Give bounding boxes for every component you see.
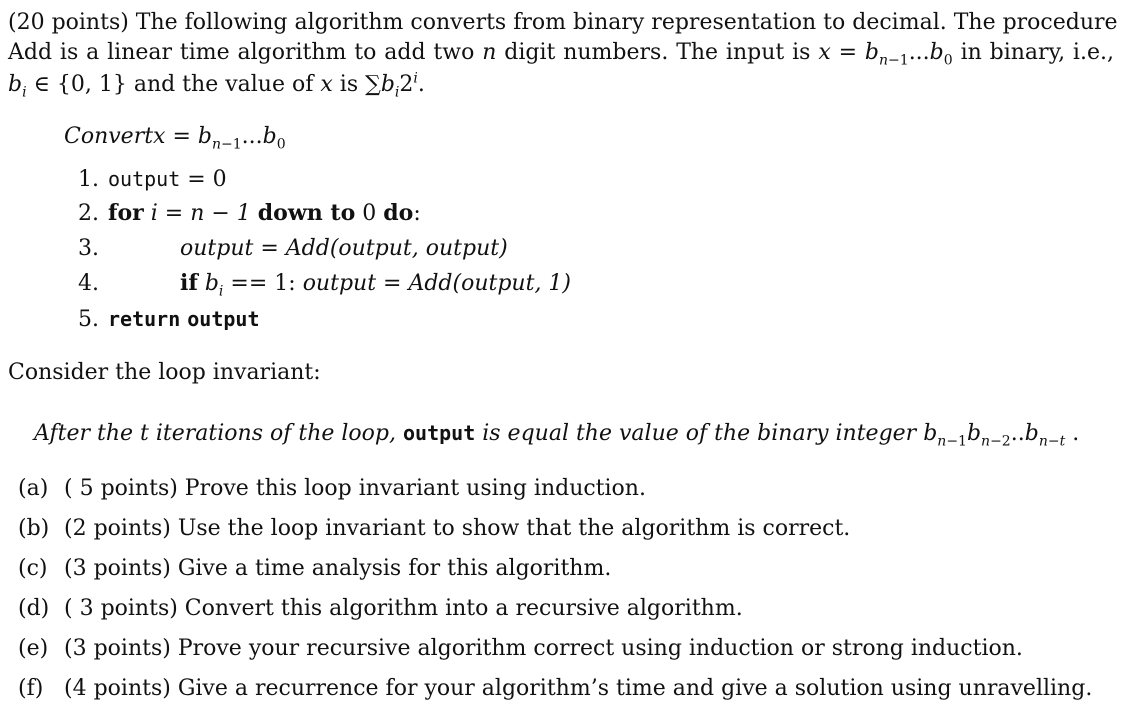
part-e: (e) (3 points) Prove your recursive algorithm correct using induction or strong induction. [18,636,1023,661]
intro-line-3: $b_i$ ∈ {0, 1} and the value of x is $\sum b_i2^i$. [8,70,425,101]
intro-line-1: (20 points) The following algorithm converts from binary representation to decimal. The procedure [8,10,1118,35]
part-d: (d) ( 3 points) Convert this algorithm into a recursive algorithm. [18,596,743,621]
algorithm-header: Convertx = $b_{n-1}...b_0$ [64,124,286,153]
algorithm-step-5: 5. return output [78,307,260,332]
invariant-statement: After the t iterations of the loop, output is equal the value of the binary integer $b_{n-1}b_{n-2}..b_{n-t}$ . [34,421,1080,450]
algorithm-step-4: 4. if $b_i == 1$: output = Add(output, 1) [78,270,572,300]
algorithm-step-3: 3. output = Add(output, output) [78,236,508,261]
algorithm-step-1: 1. output = 0 [78,167,227,192]
intro-line-2: Add is a linear time algorithm to add two n digit numbers. The input is $x = b_{n-1}...b_0$ in binary, i.e., [8,40,1114,69]
part-a: (a) ( 5 points) Prove this loop invariant using induction. [18,476,646,501]
invariant-lead: Consider the loop invariant: [8,360,321,385]
part-f: (f) (4 points) Give a recurrence for your algorithm’s time and give a solution using unravelling. [18,676,1093,701]
algorithm-step-2: 2. for i = n − 1 down to 0 do: [78,200,421,226]
part-c: (c) (3 points) Give a time analysis for this algorithm. [18,556,612,581]
part-b: (b) (2 points) Use the loop invariant to show that the algorithm is correct. [18,516,851,541]
